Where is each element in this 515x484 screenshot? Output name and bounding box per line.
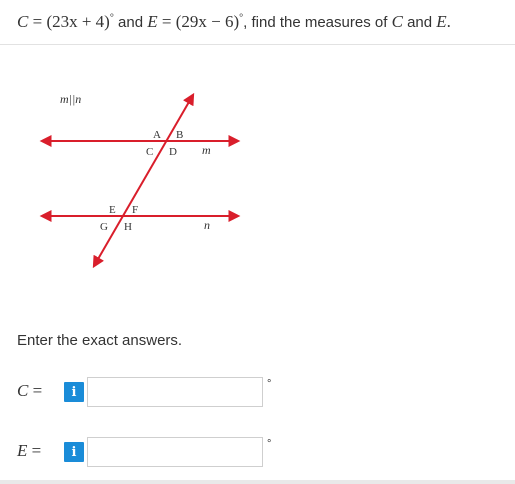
angle-label-g: G bbox=[100, 221, 108, 233]
answer-e-input[interactable] bbox=[87, 437, 263, 467]
answer-e-degree-unit: ° bbox=[267, 438, 272, 450]
angle-c-symbol: C bbox=[17, 12, 29, 31]
angle-label-h: H bbox=[124, 221, 132, 233]
angle-label-d: D bbox=[169, 146, 177, 158]
angle-label-f: F bbox=[132, 204, 139, 216]
problem-statement: C = (23x + 4)° and E = (29x − 6)°, find the measures of C and E. bbox=[17, 12, 451, 31]
transversal-line bbox=[94, 95, 193, 266]
angle-label-e: E bbox=[109, 204, 116, 216]
angle-label-c: C bbox=[146, 146, 154, 158]
bottom-panel-edge bbox=[0, 480, 515, 484]
c-expression: (23x + 4) bbox=[46, 12, 110, 31]
answer-c-label: C = bbox=[17, 381, 43, 400]
info-icon[interactable]: i bbox=[64, 382, 84, 402]
angle-label-a: A bbox=[153, 129, 161, 141]
angle-label-b: B bbox=[176, 129, 184, 141]
answer-c-degree-unit: ° bbox=[267, 378, 272, 390]
e-expression: (29x − 6) bbox=[175, 12, 240, 31]
angle-e-symbol: E bbox=[147, 12, 158, 31]
line-m-label: m bbox=[202, 143, 211, 157]
line-n-label: n bbox=[204, 218, 210, 232]
instructions-text: Enter the exact answers. bbox=[17, 332, 183, 349]
info-icon[interactable]: i bbox=[64, 442, 84, 462]
answer-e-label: E = bbox=[17, 441, 42, 460]
parallel-note: m||n bbox=[60, 92, 82, 106]
answer-c-input[interactable] bbox=[87, 377, 263, 407]
